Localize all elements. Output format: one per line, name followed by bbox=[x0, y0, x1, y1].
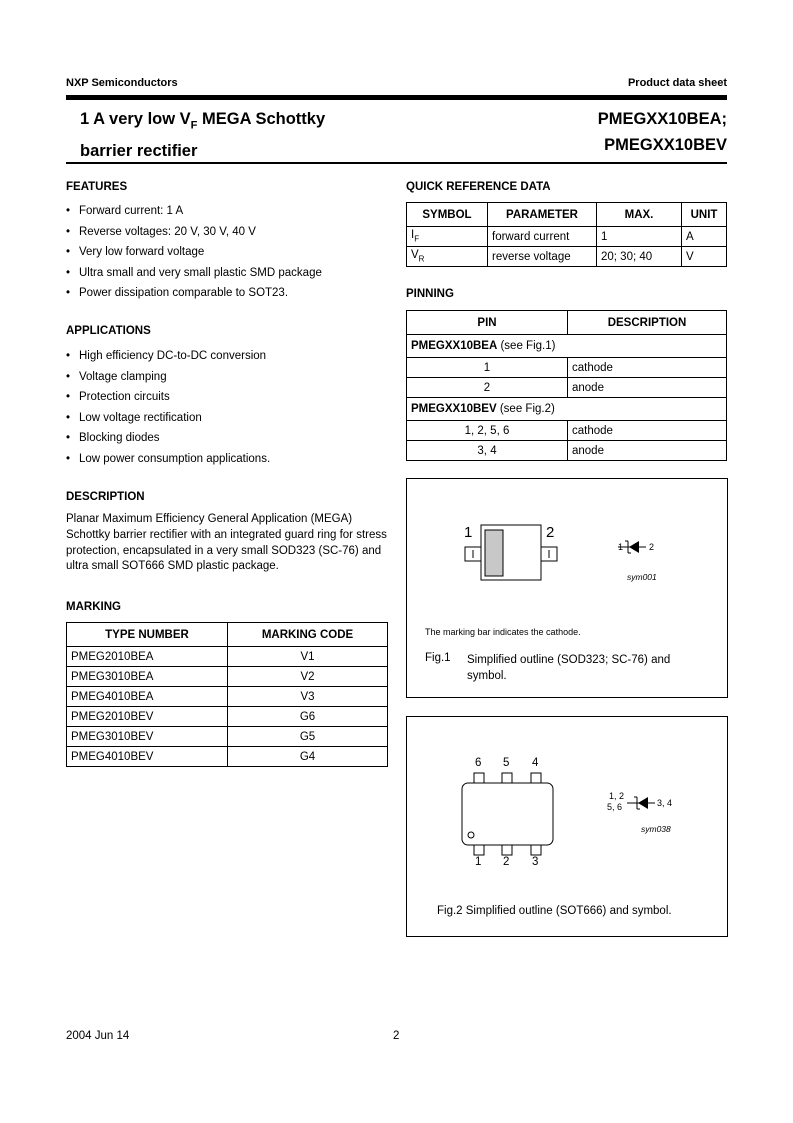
list-item: • Ultra small and very small plastic SMD package bbox=[66, 263, 322, 284]
features-list bbox=[66, 201, 322, 304]
table-row: 1, 2, 5, 6 cathode bbox=[407, 421, 727, 441]
fig2-pin-3: 3 bbox=[532, 856, 539, 868]
list-item: • High efficiency DC-to-DC conversion bbox=[66, 346, 270, 367]
fig2-pin-6: 6 bbox=[475, 757, 482, 769]
table-row: PMEG4010BEV G4 bbox=[67, 747, 388, 767]
table-row: PMEG2010BEA V1 bbox=[67, 647, 388, 667]
figure-1 bbox=[406, 478, 728, 698]
fig2-pin-4: 4 bbox=[532, 757, 539, 769]
qrd-heading: QUICK REFERENCE DATA bbox=[406, 181, 551, 193]
marking-col-code: MARKING CODE bbox=[228, 623, 388, 647]
pinning-col-pin: PIN bbox=[407, 311, 568, 335]
fig1-caption: Simplified outline (SOD323; SC-76) and symbol. bbox=[467, 654, 671, 682]
fig2-symbol-right: 3, 4 bbox=[657, 798, 673, 808]
table-row: 2 anode bbox=[407, 378, 727, 398]
qrd-col-max: MAX. bbox=[597, 203, 682, 227]
list-item: • Low power consumption applications. bbox=[66, 449, 270, 470]
sot666-outline-drawing bbox=[407, 717, 727, 936]
part-numbers: PMEGXX10BEA; PMEGXX10BEV bbox=[597, 110, 727, 154]
description-text: Planar Maximum Efficiency General Application (MEGA) Schottky barrier rectifier with an integrated guard ring for stress protection, encapsulated in a very small SOD323 (SC-76) and ultra small SOT666 SMD plastic package. bbox=[66, 513, 387, 573]
table-row: $I_F$ forward current 1 A bbox=[407, 227, 727, 247]
fig2-pin-1: 1 bbox=[475, 856, 482, 868]
company-name: NXP Semiconductors bbox=[66, 77, 178, 89]
table-row: 1 cathode bbox=[407, 358, 727, 378]
fig1-symbol-left: 1 bbox=[618, 542, 624, 552]
features-heading: FEATURES bbox=[66, 181, 128, 193]
fig2-pin-2: 2 bbox=[503, 856, 510, 868]
table-row: PMEG3010BEV G5 bbox=[67, 727, 388, 747]
qrd-col-unit: UNIT bbox=[682, 203, 727, 227]
table-row: PMEG4010BEA V3 bbox=[67, 687, 388, 707]
list-item: • Protection circuits bbox=[66, 387, 270, 408]
fig1-symbol-code: sym001 bbox=[627, 572, 657, 582]
qrd-col-symbol: SYMBOL bbox=[407, 203, 488, 227]
page-number: 2 bbox=[393, 1030, 400, 1042]
page-title: 1 A very low $V_F$ MEGA Schottky barrier rectifier bbox=[80, 110, 326, 161]
table-row: 3, 4 anode bbox=[407, 441, 727, 461]
table-row: PMEG2010BEV G6 bbox=[67, 707, 388, 727]
title-rule bbox=[66, 162, 727, 164]
fig2-symbol-code: sym038 bbox=[641, 824, 671, 834]
applications-list bbox=[66, 346, 270, 469]
fig1-label: Fig.1 bbox=[425, 652, 451, 664]
table-row: $V_R$ reverse voltage 20; 30; 40 V bbox=[407, 247, 727, 267]
list-item: • Reverse voltages: 20 V, 30 V, 40 V bbox=[66, 222, 322, 243]
marking-table bbox=[66, 622, 388, 767]
applications-heading: APPLICATIONS bbox=[66, 325, 151, 337]
pinning-table bbox=[406, 310, 727, 461]
fig1-pin1-label: 1 bbox=[464, 524, 473, 541]
pinning-heading: PINNING bbox=[406, 288, 454, 300]
fig2-caption: Fig.2 Simplified outline (SOT666) and symbol. bbox=[437, 905, 672, 917]
header-rule bbox=[66, 95, 727, 100]
document-type: Product data sheet bbox=[627, 77, 727, 89]
marking-col-type: TYPE NUMBER bbox=[67, 623, 228, 647]
table-row: PMEGXX10BEV (see Fig.2) bbox=[407, 398, 727, 421]
fig2-symbol-left-1: 1, 2 bbox=[609, 791, 625, 801]
fig1-pin2-label: 2 bbox=[546, 524, 555, 541]
fig2-pin-5: 5 bbox=[503, 757, 510, 769]
qrd-col-parameter: PARAMETER bbox=[488, 203, 597, 227]
list-item: • Blocking diodes bbox=[66, 428, 270, 449]
list-item: • Voltage clamping bbox=[66, 367, 270, 388]
fig1-symbol-right: 2 bbox=[649, 542, 655, 552]
list-item: • Forward current: 1 A bbox=[66, 201, 322, 222]
list-item: • Power dissipation comparable to SOT23. bbox=[66, 283, 322, 304]
table-row: PMEG3010BEA V2 bbox=[67, 667, 388, 687]
figure-2 bbox=[406, 716, 728, 937]
pinning-col-description: DESCRIPTION bbox=[568, 311, 727, 335]
fig2-symbol-left-2: 5, 6 bbox=[607, 802, 623, 812]
list-item: • Low voltage rectification bbox=[66, 408, 270, 429]
footer-date: 2004 Jun 14 bbox=[66, 1030, 130, 1042]
table-row: PMEGXX10BEA (see Fig.1) bbox=[407, 335, 727, 358]
list-item: • Very low forward voltage bbox=[66, 242, 322, 263]
description-heading: DESCRIPTION bbox=[66, 491, 145, 503]
fig1-note: The marking bar indicates the cathode. bbox=[425, 627, 581, 637]
quick-reference-table bbox=[406, 202, 727, 267]
marking-heading: MARKING bbox=[66, 601, 121, 613]
